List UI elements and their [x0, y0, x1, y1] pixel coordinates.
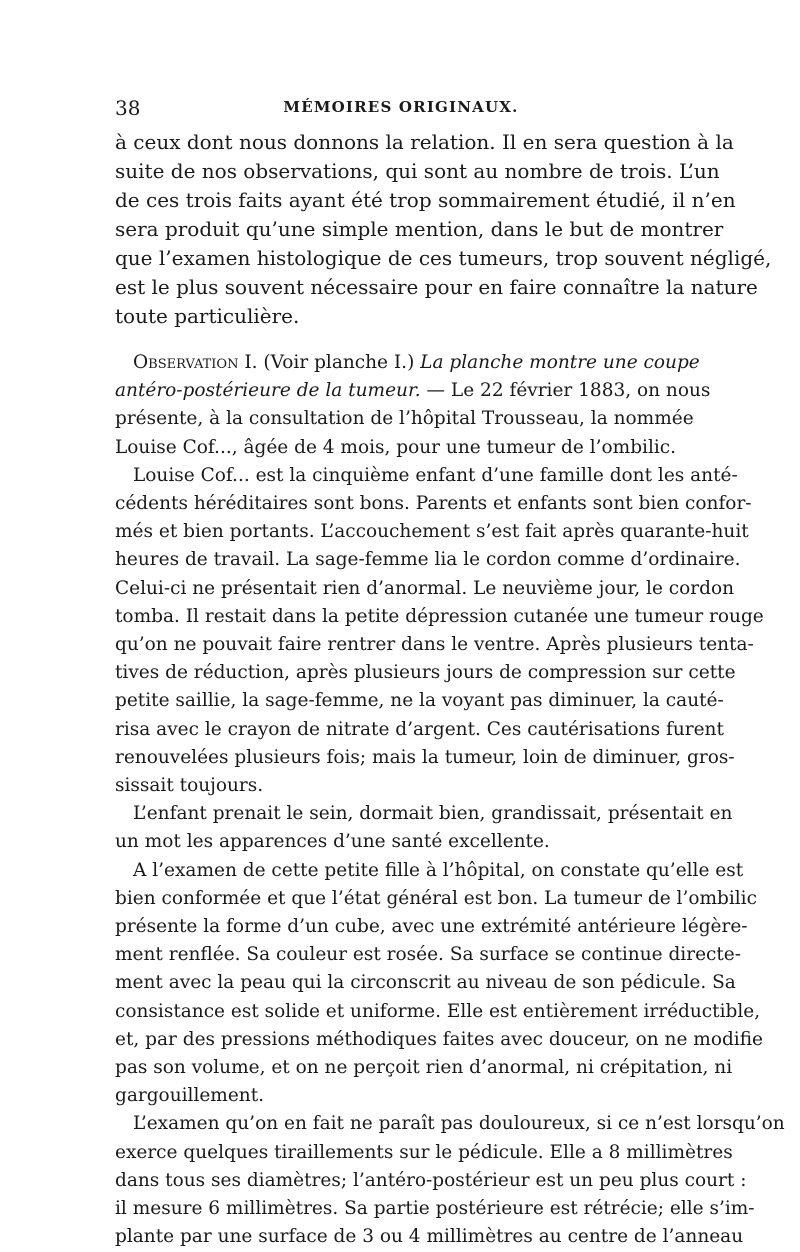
- plate-caption-continued: antéro-postérieure de la tumeur.: [115, 380, 421, 402]
- text-line: est le plus souvent nécessaire pour en faire connaître la nature: [115, 275, 758, 299]
- text-line: bien conformée et que l’état général est bon. La tumeur de l’ombilic: [115, 887, 757, 909]
- text-line: que l’examen histologique de ces tumeurs, trop souvent négligé,: [115, 246, 772, 270]
- text-line: renouvelées plusieurs fois; mais la tumeur, loin de diminuer, gros-: [115, 746, 735, 768]
- text-line: exerce quelques tiraillements sur le pédicule. Elle a 8 millimètres: [115, 1141, 733, 1163]
- history-paragraph: [115, 462, 764, 800]
- text-line: ment renflée. Sa couleur est rosée. Sa surface se continue directe-: [115, 944, 742, 966]
- observation-label: Observation I.: [133, 352, 258, 373]
- intro-paragraph: [115, 128, 772, 331]
- text-line: suite de nos observations, qui sont au nombre de trois. L’un: [115, 159, 720, 183]
- text-line: un mot les apparences d’une santé excellente.: [115, 831, 550, 853]
- text-line: qu’on ne pouvait faire rentrer dans le ventre. Après plusieurs tenta-: [115, 634, 754, 656]
- body-text: [115, 128, 785, 1252]
- text-line: heures de travail. La sage-femme lia le cordon comme d’ordinaire.: [115, 549, 741, 571]
- plate-caption: La planche montre une coupe: [420, 352, 700, 373]
- text-line: [115, 462, 738, 490]
- text-line: présente, à la consultation de l’hôpital Trousseau, la nommée: [115, 408, 694, 430]
- text-line: cédents héréditaires sont bons. Parents et enfants sont bien confor-: [115, 493, 752, 515]
- text-line-content: L’enfant prenait le sein, dormait bien, grandissait, présentait en: [133, 803, 733, 825]
- running-head-title: MÉMOIRES ORIGINAUX.: [283, 98, 519, 116]
- text-line-content: Louise Cof... est la cinquième enfant d’une famille dont les anté-: [133, 464, 738, 486]
- text-line: Celui-ci ne présentait rien d’anormal. Le neuvième jour, le cordon: [115, 577, 735, 599]
- text-line: [115, 377, 711, 405]
- page-number: 38: [115, 96, 141, 120]
- text-line: consistance est solide et uniforme. Elle est entièrement irréductible,: [115, 1000, 761, 1022]
- text-line: risa avec le crayon de nitrate d’argent. Ces cautérisations furent: [115, 718, 724, 740]
- text-line: présente la forme d’un cube, avec une extrémité antérieure légère-: [115, 916, 748, 938]
- text-line: [115, 1110, 785, 1138]
- text-line: il mesure 6 millimètres. Sa partie postérieure est rétrécie; elle s’im-: [115, 1198, 755, 1220]
- observation-heading-line: [115, 349, 700, 377]
- observation-paragraph: [115, 349, 711, 462]
- text-line: de ces trois faits ayant été trop sommairement étudié, il n’en: [115, 188, 736, 212]
- text-line: pas son volume, et on ne perçoit rien d’anormal, ni crépitation, ni: [115, 1057, 733, 1079]
- text-line: tomba. Il restait dans la petite dépression cutanée une tumeur rouge: [115, 605, 764, 627]
- text-line: Louise Cof..., âgée de 4 mois, pour une tumeur de l’ombilic.: [115, 436, 677, 458]
- text-line: [115, 800, 733, 828]
- text-line: dans tous ses diamètres; l’antéro-postérieur est un peu plus court :: [115, 1169, 747, 1191]
- text-line: [115, 857, 744, 885]
- text-line: toute particulière.: [115, 304, 300, 328]
- observation-date: — Le 22 février 1883, on nous: [420, 380, 711, 402]
- text-line: petite saillie, la sage-femme, ne la voyant pas diminuer, la cauté-: [115, 690, 724, 712]
- measurement-paragraph: [115, 1110, 785, 1251]
- text-line-content: L’examen qu’on en fait ne paraît pas douloureux, si ce n’est lorsqu’on: [133, 1113, 785, 1135]
- text-line: sera produit qu’une simple mention, dans le but de montrer: [115, 217, 724, 241]
- text-line: ment avec la peau qui la circonscrit au niveau de son pédicule. Sa: [115, 972, 736, 994]
- examination-paragraph: [115, 857, 764, 1111]
- running-head: [115, 96, 687, 122]
- text-line: més et bien portants. L’accouchement s’est fait après quarante-huit: [115, 521, 749, 543]
- plate-reference: (Voir planche I.): [257, 352, 421, 373]
- health-paragraph: [115, 800, 733, 856]
- text-line: plante par une surface de 3 ou 4 millimètres au centre de l’anneau: [115, 1226, 744, 1248]
- text-line: tives de réduction, après plusieurs jours de compression sur cette: [115, 662, 736, 684]
- text-line: et, par des pressions méthodiques faites avec douceur, on ne modifie: [115, 1028, 764, 1050]
- text-line: à ceux dont nous donnons la relation. Il en sera question à la: [115, 130, 734, 154]
- text-line: sissait toujours.: [115, 775, 264, 797]
- text-line-content: A l’examen de cette petite fille à l’hôpital, on constate qu’elle est: [133, 859, 744, 881]
- text-line: gargouillement.: [115, 1085, 265, 1107]
